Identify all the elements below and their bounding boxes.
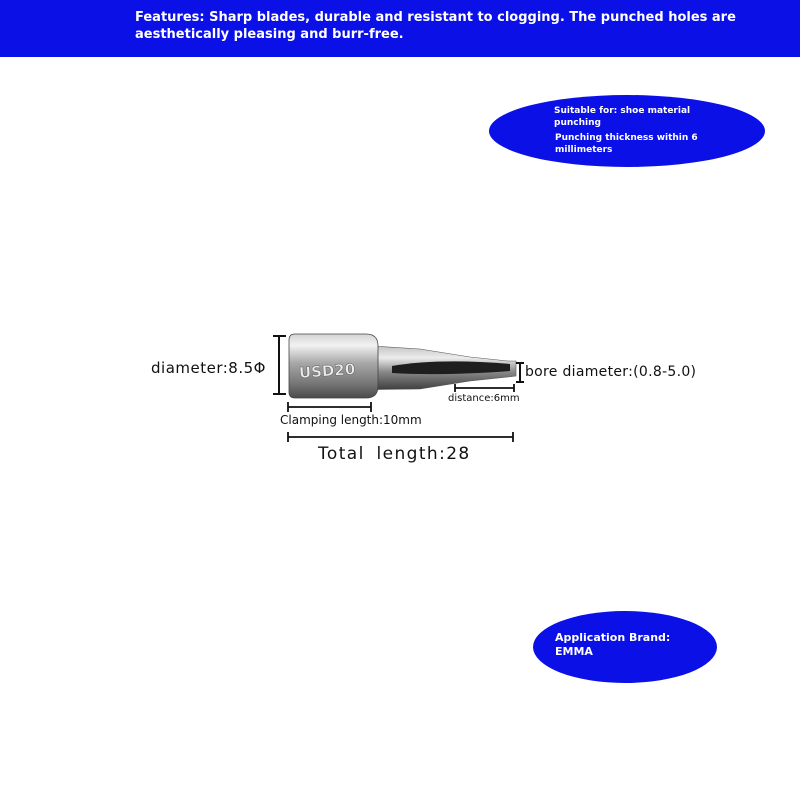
suitable-for-text: Suitable for: shoe material punching [554,106,691,128]
diameter-bracket [273,336,286,394]
thickness-text: Punching thickness within 6 millimeters [555,133,698,155]
diameter-label: diameter:8.5Φ [151,359,266,377]
total-length-label: Total length:28 [318,444,471,464]
clamping-dimension-line [288,402,371,412]
brand-badge [533,611,717,683]
distance-label: distance:6mm [448,393,520,404]
clamping-length-label: Clamping length:10mm [280,413,422,427]
engraving-text: USD20 [298,360,356,382]
total-length-dimension-line [288,432,513,442]
brand-text: Application Brand: EMMA [555,631,671,658]
distance-dimension-line [455,384,514,392]
bore-diameter-label: bore diameter:(0.8-5.0) [525,364,697,380]
bore-bracket [516,363,524,382]
features-text: Features: Sharp blades, durable and resistant to clogging. The punched holes are aesthetically pleasing and burr-free. [135,10,736,42]
